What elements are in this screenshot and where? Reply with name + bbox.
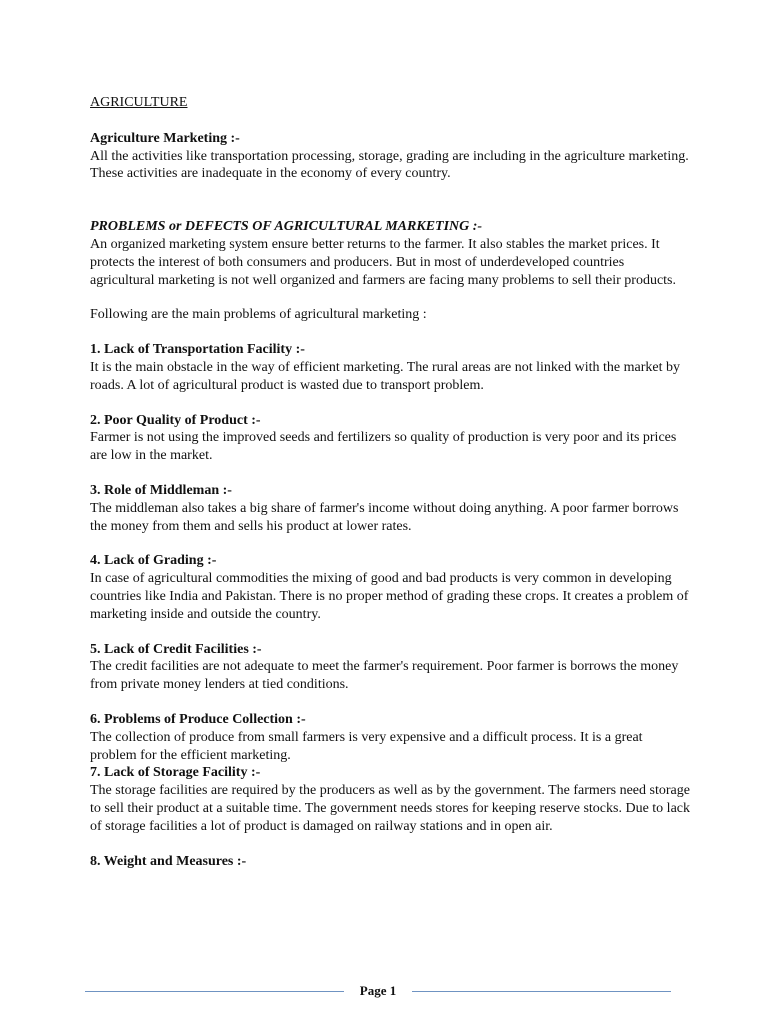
- section-paragraph: The credit facilities are not adequate to meet the farmer's requirement. Poor farmer is borrows the money from private money lenders at tied conditions.: [90, 659, 679, 693]
- document-title: AGRICULTURE: [90, 95, 188, 110]
- page-footer: [85, 982, 671, 1000]
- section-heading: 3. Role of Middleman :-: [90, 482, 232, 498]
- section-heading: 8. Weight and Measures :-: [90, 853, 247, 869]
- section-problems-overview: [90, 218, 690, 289]
- section-paragraph: The storage facilities are required by the producers as well as by the government. The farmers need storage to sell their product at a suitable time. The government needs stores for keeping reserve stocks. Due to lack of storage facilities a lot of product is damaged on railway stations and in open air.: [90, 783, 691, 834]
- section-paragraph: The collection of produce from small farmers is very expensive and a difficult process. It is a great problem for the efficient marketing.: [90, 729, 643, 763]
- section-problem-8: [90, 853, 690, 871]
- section-paragraph: It is the main obstacle in the way of efficient marketing. The rural areas are not linked with the market by roads. A lot of agricultural product is wasted due to transport problem.: [90, 359, 681, 393]
- section-heading: 4. Lack of Grading :-: [90, 553, 217, 569]
- section-intro-list: [90, 306, 690, 324]
- section-paragraph: An organized marketing system ensure better returns to the farmer. It also stables the market prices. It protects the interest of both consumers and producers. But in most of underdeveloped countries agricultural marketing is not well organized and farmers are facing many problems to sell their products.: [90, 236, 676, 288]
- section-heading: 7. Lack of Storage Facility :-: [90, 765, 261, 781]
- page-number: Page 1: [359, 983, 397, 998]
- section-heading: PROBLEMS or DEFECTS OF AGRICULTURAL MARKETING :-: [90, 219, 483, 235]
- section-paragraph: All the activities like transportation processing, storage, grading are including in the agriculture marketing. These activities are inadequate in the economy of every country.: [90, 148, 689, 182]
- section-problem-2: [90, 412, 690, 465]
- section-heading: Agriculture Marketing :-: [90, 130, 240, 146]
- section-problem-7: [90, 764, 690, 835]
- section-heading: 2. Poor Quality of Product :-: [90, 412, 261, 428]
- section-problem-5: [90, 641, 690, 694]
- section-heading: 5. Lack of Credit Facilities :-: [90, 641, 262, 657]
- section-paragraph: Following are the main problems of agricultural marketing :: [90, 307, 427, 323]
- section-heading: 1. Lack of Transportation Facility :-: [90, 342, 305, 358]
- footer-rule-right: [412, 991, 671, 992]
- section-heading: 6. Problems of Produce Collection :-: [90, 711, 306, 727]
- section-problem-6: [90, 711, 690, 764]
- section-problem-4: [90, 552, 690, 623]
- section-problem-1: [90, 341, 690, 394]
- section-paragraph: In case of agricultural commodities the mixing of good and bad products is very common in developing countries like India and Pakistan. There is no proper method of grading these crops. It creates a problem of marketing inside and outside the country.: [90, 571, 689, 622]
- footer-rule-left: [85, 991, 344, 992]
- section-paragraph: The middleman also takes a big share of farmer's income without doing anything. A poor farmer borrows the money from them and sells his product at lower rates.: [90, 500, 679, 534]
- section-agriculture-marketing: [90, 130, 690, 183]
- section-paragraph: Farmer is not using the improved seeds and fertilizers so quality of production is very poor and its prices are low in the market.: [90, 430, 677, 464]
- section-problem-3: [90, 482, 690, 535]
- document-body: [90, 94, 690, 887]
